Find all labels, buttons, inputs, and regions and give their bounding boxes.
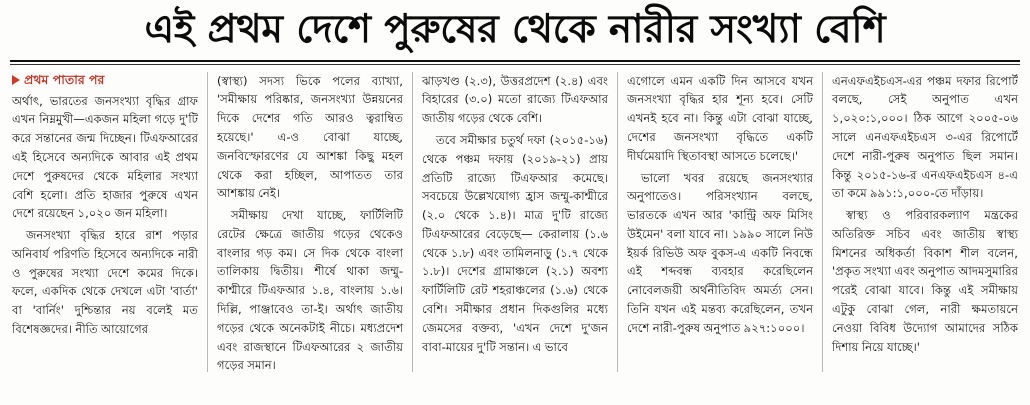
article-column-4 <box>618 72 823 372</box>
article-column-5 <box>823 72 1020 372</box>
page-title: এই প্রথম দেশে পুরুষের থেকে নারীর সংখ্যা বেশি <box>144 7 886 52</box>
paragraph: জনসংখ্যা বৃদ্ধির হারে রাশ পড়ার অনিবার্য পরিণতি হিসেবে অন্যদিকে নারী ও পুরুষের সংখ্যা দেশে কমের দিকে। ফলে, একদিক থেকে দেখলে এটা 'বার্তা' বা 'বার্নিং' দুশ্চিন্তার নয় বলেই মত বিশেষজ্ঞদের। নীতি আয়োগের <box>12 228 198 337</box>
paragraph: অর্থাৎ, ভারতের জনসংখ্যা বৃদ্ধির গ্রাফ এখন নিম্নমুখী—একজন মহিলা গড়ে দু'টি করে সন্তানের জন্ম দিচ্ছেন। টিএফআরের এই হিসেবে অন্যদিকে আবার এই প্রথম দেশে পুরুষদের থেকে মহিলার সংখ্যা বেশি হলো। প্রতি হাজার পুরুষে এখন দেশে রয়েছেন ১,০২০ জন মহিলা। <box>12 93 198 221</box>
paragraph: সমীক্ষায় দেখা যাচ্ছে, ফার্টিলিটি রেটের ক্ষেত্রে জাতীয় গড়ের থেকেও বাংলার গড় কম। সে দিক থেকে বাংলা তালিকায় দ্বিতীয়। শীর্ষে থাকা জম্মু-কাশ্মীরে টিএফআর ১.৪, বাংলায় ১.৬। দিল্লি, পাঞ্জাবেও তা-ই। অর্থাৎ জাতীয় গড়ের থেকে অনেকটাই নীচে। মধ্যপ্রদেশ এবং রাজস্থানে টিএফআরের ২ জাতীয় গড়ের সমান। <box>217 208 403 373</box>
article-column-1 <box>10 72 208 372</box>
paragraph: (স্বাস্থ্য) সদস্য ভিকে পলের ব্যাখ্যা, 'সমীক্ষায় পরিষ্কার, জনসংখ্যা উন্নয়নের দিকে দেশের গতি আরও ত্বরাম্বিত হয়েছে।' এ-ও বোঝা যাচ্ছে, জনবিস্ফোরণের যে আশঙ্কা কিছু মহল থেকে করা হচ্ছিল, আপাতত তার আশঙ্কায় নেই। <box>217 73 403 201</box>
headline-divider-thick <box>10 60 1020 62</box>
triangle-bullet-icon <box>12 75 20 85</box>
paragraph: ভালো খবর রয়েছে জনসংখ্যার অনুপাতেও। পরিসংখ্যান বলছে, ভারতকে এখন আর 'কান্ট্রি অফ মিসিং উইমেন' বলা যাবে না। ১৯৯০ সালে নিউ ইয়র্ক রিভিউ অফ বুকস-এ একটি নিবন্ধে এই শব্দবন্ধ ব্যবহার করেছিলেন নোবেলজয়ী অর্থনীতিবিদ অমর্ত্য সেন। তিনি যখন এই মন্তব্য করেছিলেন, তখন দেশে নারী-পুরুষ অনুপাত ৯২৭:১০০০। <box>627 170 813 335</box>
headline-divider-thin <box>10 64 1020 65</box>
paragraph: স্বাস্থ্য ও পরিবারকল্যাণ মন্ত্রকের অতিরিক্ত সচিব এবং জাতীয় স্বাস্থ্য মিশনের অধিকর্তা বিকাশ শীল বলেন, 'প্রকৃত সংখ্যা এবং অনুপাত আদমসুমারির পরেই বোঝা যাবে। কিন্তু এই সমীক্ষায় এটুকু বোঝা গেল, নারী ক্ষমতায়নে নেওয়া বিবিধ উদ্যোগ আমাদের সঠিক দিশায় নিয়ে যাচ্ছে।' <box>832 208 1018 354</box>
article-column-2 <box>208 72 413 372</box>
article-columns <box>10 72 1020 372</box>
paragraph: তবে সমীক্ষার চতুর্থ দফা (২০১৫-১৬) থেকে পঞ্চম দফায় (২০১৯-২১) প্রায় প্রতিটি রাজ্যে টিএফআর কমেছে। সবচেয়ে উল্লেখযোগ্য হ্রাস জম্মু-কাশ্মীরে (২.০ থেকে ১.৪)। মাত্র দু'টি রাজ্যে টিএফআরের বেড়েছে— কেরালায় (১.৬ থেকে ১.৮) এবং তামিলনাড়ু (১.৭ থেকে ১.৮)। দেশের গ্রামাঞ্চলে (২.১) অবশ্য ফার্টিলিটি রেট শহরাঞ্চলের (১.৬) থেকে বেশি। সমীক্ষার প্রধান দিকগুলির মধ্যে জেমসের বক্তব্য, 'এখন দেশে দু'জন বাবা-মায়ের দু'টি সন্তান। এ ভাবে <box>422 133 608 354</box>
paragraph: ঝাড়খণ্ড (২.৩), উত্তরপ্রদেশ (২.৪) এবং বিহারের (৩.০) মতো রাজ্যে টিএফআর জাতীয় গড়ের থেকে বেশি। <box>422 73 608 126</box>
continuation-kicker <box>12 72 198 87</box>
article-column-3 <box>413 72 618 372</box>
paragraph: এনএফএইচএস-এর পঞ্চম দফার রিপোর্ট বলছে, সেই অনুপাত এখন ১,০২০:১,০০০। ঠিক আগে ২০০৫-০৬ সালে এনএফএইচএস ৩-এর রিপোর্টে দেশে নারী-পুরুষ অনুপাত ছিল সমান। কিন্তু ২০১৫-১৬-র এনএফএইচএস ৪-এ তা কমে ৯৯১:১,০০০-তে দাঁড়ায়। <box>832 73 1018 201</box>
continuation-kicker-label: প্রথম পাতার পর <box>24 71 105 87</box>
paragraph: এগোলে এমন একটি দিন আসবে যখন জনসংখ্যা বৃদ্ধির হার শূন্য হবে। সেটি এখনই হবে না। কিন্তু এটা বোঝা যাচ্ছে, দেশের জনসংখ্যা বৃদ্ধিতে একটি দীর্ঘমেয়াদি স্থিতাবস্থা আসতে চলেছে।' <box>627 73 813 163</box>
